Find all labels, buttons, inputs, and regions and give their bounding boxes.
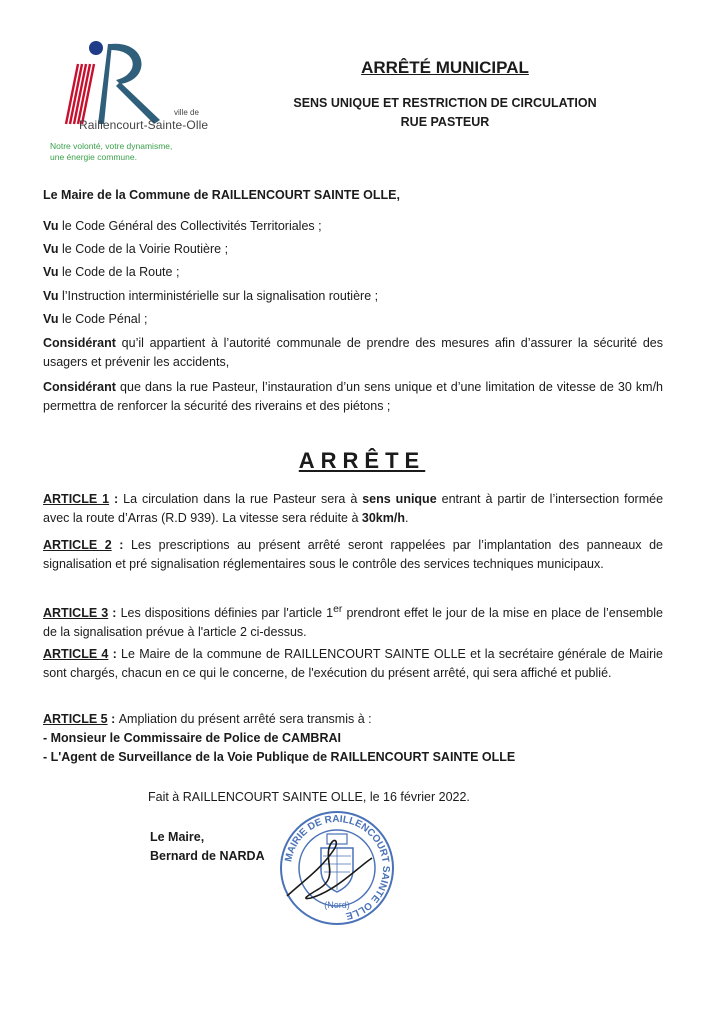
vu-text: le Code de la Route ; [58, 265, 180, 279]
article-1 [43, 490, 663, 528]
article-4 [43, 645, 663, 683]
vu-line [43, 289, 378, 303]
logo-tagline [50, 141, 172, 163]
article-label: ARTICLE 5 [43, 712, 108, 726]
considerant-paragraph [43, 334, 663, 372]
article-emphasis: 30km/h [361, 511, 405, 525]
recipient-item: - L'Agent de Surveillance de la Voie Publique de RAILLENCOURT SAINTE OLLE [43, 750, 516, 764]
article-2 [43, 536, 663, 574]
stamp-seal [277, 808, 397, 928]
subtitle-line: RUE PASTEUR [400, 115, 490, 129]
vu-text: l’Instruction interministérielle sur la signalisation routière ; [58, 289, 379, 303]
article-superscript: er [333, 604, 343, 615]
considerant-keyword: Considérant [43, 380, 116, 394]
stamp-dept: (Nord) [324, 900, 350, 910]
vu-text: le Code Pénal ; [58, 312, 148, 326]
article-text: Les dispositions définies par l'article 1 [120, 606, 334, 621]
article-separator: : [108, 647, 122, 661]
vu-line [43, 312, 147, 326]
vu-text: le Code Général des Collectivités Territoriales ; [58, 219, 322, 233]
subtitle-line: SENS UNIQUE ET RESTRICTION DE CIRCULATION [293, 96, 597, 110]
stamp-ring-text: MAIRIE DE RAILLENCOURT SAINTE OLLE [283, 813, 392, 922]
article-separator: : [107, 712, 119, 726]
article-separator: : [109, 492, 124, 506]
article-3 [43, 600, 663, 642]
recipient-item: - Monsieur le Commissaire de Police de CAMBRAI [43, 731, 341, 745]
article-separator: : [111, 538, 131, 552]
article-text: Ampliation du présent arrêté sera transmis à : [118, 712, 372, 726]
article-text: prendront effet le jour de la mise en place de l’ensemble de la signalisation prévue à l'article 2 ci-dessus. [43, 606, 663, 640]
vu-line [43, 265, 179, 279]
article-label: ARTICLE 1 [43, 492, 110, 506]
article-label: ARTICLE 2 [43, 538, 112, 552]
vu-keyword: Vu [43, 242, 59, 256]
article-separator: : [108, 606, 121, 621]
arrete-heading: ARRÊTE [298, 448, 426, 473]
document-subtitle [260, 94, 630, 132]
signature-block [150, 828, 265, 866]
article-text: Le Maire de la commune de RAILLENCOURT SAINTE OLLE et la secrétaire générale de Mairie sont chargés, chacun en ce qui le concerne, de l'exécution du présent arrêté, qui sera affiché et publié. [43, 647, 664, 680]
logo-ville-label: ville de [174, 108, 199, 117]
article-5 [43, 710, 663, 729]
vu-line [43, 242, 228, 256]
vu-keyword: Vu [43, 289, 59, 303]
maire-intro: Le Maire de la Commune de RAILLENCOURT SAINTE OLLE, [43, 188, 400, 202]
logo-tagline-line: Notre volonté, votre dynamisme, [50, 141, 173, 151]
article-label: ARTICLE 4 [43, 647, 109, 661]
vu-keyword: Vu [43, 219, 59, 233]
logo-emblem [60, 36, 180, 131]
logo-tagline-line: une énergie commune. [50, 152, 137, 162]
article-text: . [405, 511, 409, 525]
document-title: ARRÊTÉ MUNICIPAL [361, 58, 529, 77]
official-stamp [277, 808, 397, 928]
considerant-keyword: Considérant [43, 336, 116, 350]
vu-keyword: Vu [43, 265, 59, 279]
considerant-text: qu’il appartient à l’autorité communale de prendre des mesures afin d’assurer la sécurité des usagers et prévenir les accidents, [43, 336, 663, 369]
considerant-paragraph [43, 378, 663, 416]
article-text: entrant à partir de l’intersection formée avec la route d’Arras (R.D 939). La vitesse sera réduite à [43, 492, 664, 525]
vu-line [43, 219, 322, 233]
vu-keyword: Vu [43, 312, 59, 326]
logo-commune-name: Raillencourt-Sainte-Olle [79, 118, 209, 132]
article-text: La circulation dans la rue Pasteur sera à [123, 492, 363, 506]
article-label: ARTICLE 3 [43, 606, 109, 621]
commune-logo [50, 36, 230, 171]
signer-name: Bernard de NARDA [150, 849, 265, 863]
signer-role: Le Maire, [150, 830, 205, 844]
vu-text: le Code de la Voirie Routière ; [58, 242, 229, 256]
article-emphasis: sens unique [362, 492, 437, 506]
article-text: Les prescriptions au présent arrêté seront rappelées par l’implantation des panneaux de signalisation et pré signalisation réglementaires sous le contrôle des services techniques municipaux. [43, 538, 664, 571]
fait-date-line: Fait à RAILLENCOURT SAINTE OLLE, le 16 février 2022. [148, 790, 470, 804]
considerant-text: que dans la rue Pasteur, l’instauration d’un sens unique et d’une limitation de vitesse de 30 km/h permettra de renforcer la sécurité des riverains et des piétons ; [43, 380, 663, 413]
